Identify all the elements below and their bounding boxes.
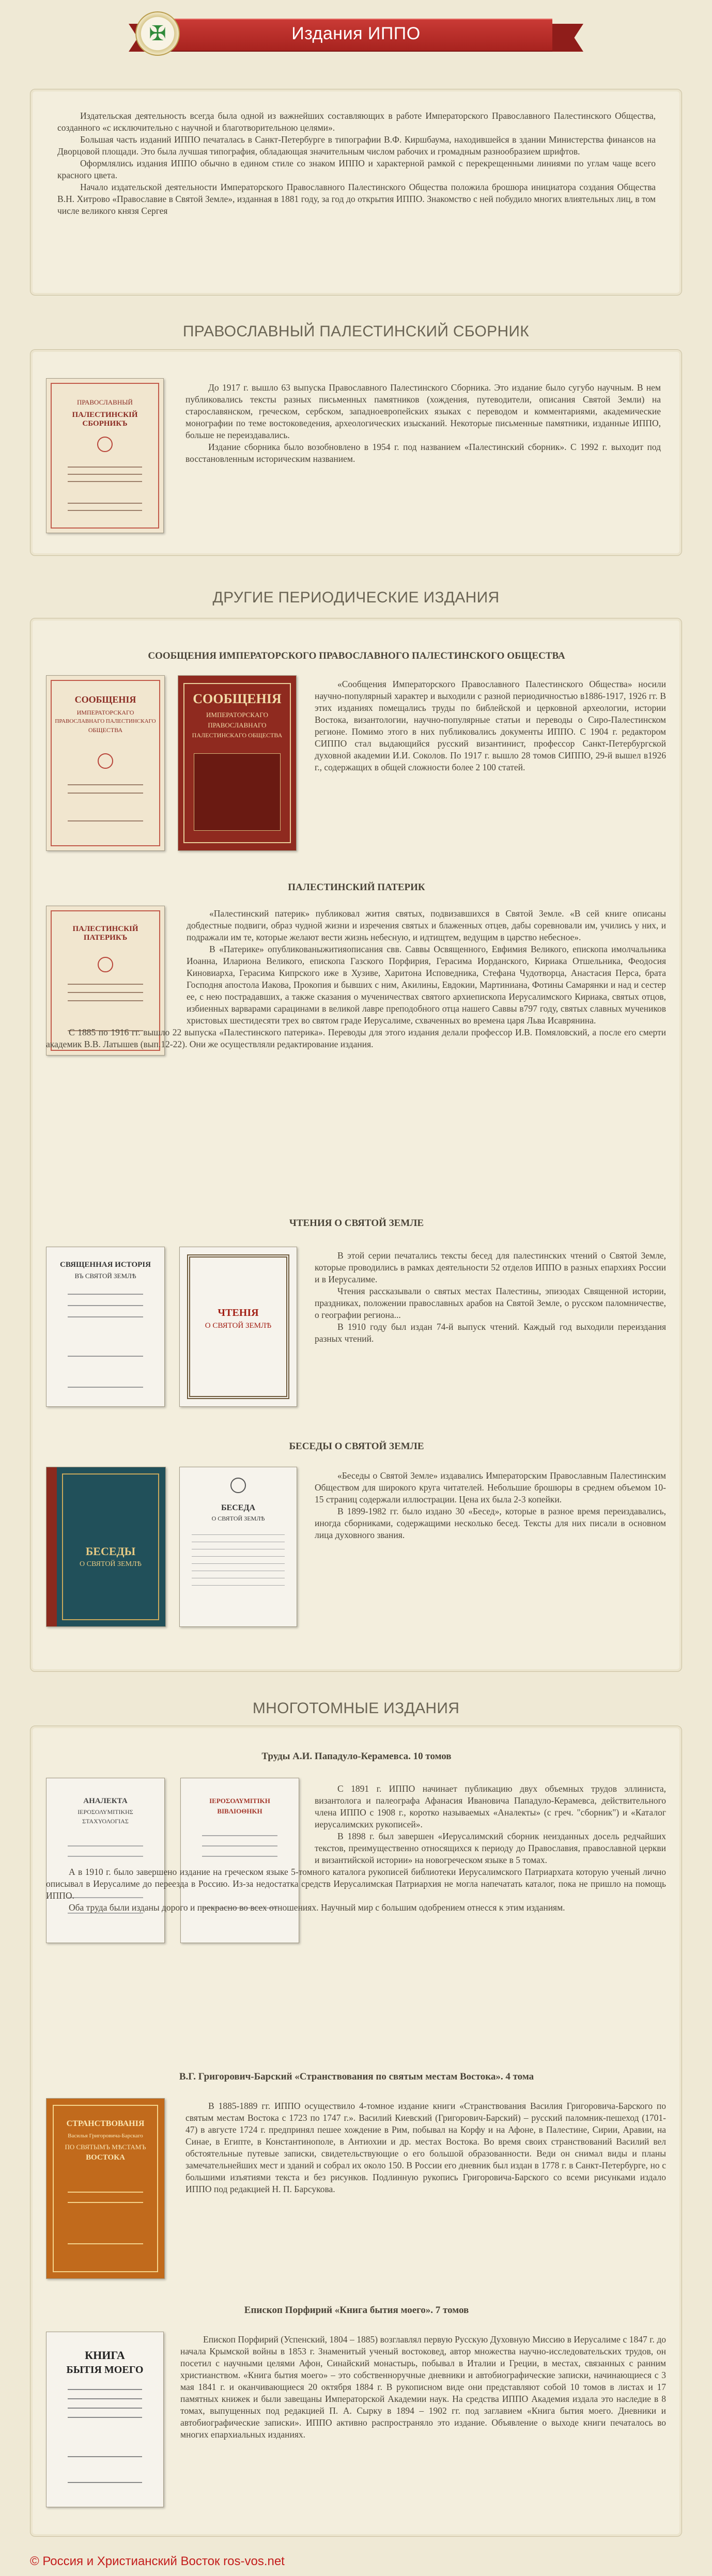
cover-text: СООБЩЕНІЯ (193, 691, 282, 706)
cover-illustration (194, 753, 281, 831)
cover-text: АНАЛЕКТА (83, 1797, 128, 1805)
papadopulo-paragraph: С 1891 г. ИППО начинает публикацию двух объемных трудов эллиниста, византолога и палеографа Афанасия Ивановича Пападуло-Керамевса, действительного члена ИППО с 1908 г., коротко называемых «Аналекты» (с греч. "сборник") и «Каталог иерусалимских рукописей». (315, 1783, 666, 1829)
cover-text: Василья Григоровича-Барскаго (68, 2133, 143, 2139)
cover-text: СТРАНСТВОВАНІЯ (66, 2119, 145, 2128)
cover-text: КНИГА (85, 2349, 125, 2362)
cover-text: ИМПЕРАТОРСКАГО (76, 709, 134, 716)
intro-paragraph: Оформлялись издания ИППО обычно в едином стиле со знаком ИППО и характерной рамкой с перекрещенными линиями по углам чаще всего красного цвета. (57, 158, 656, 180)
paterik-paragraph: «Палестинский патерик» публиковал жития святых, подвизавшихся в Святой Земле. «В сей книге описаны добдестные подвиги, образ чудной жизни и изречения святых и блаженных отцев, дабы соревновали им, учились у них, и подражали им те, которые желают вести жизнь небесную, и идтищтем, ведущим в царство небесное». (187, 908, 666, 942)
intro-paragraph: Большая часть изданий ИППО печаталась в Санкт-Петербурге в типографии В.Ф. Киршбаума, находившейся в здании Министерства финансов на Дворцовой площади. Это была лучшая типография, обладающая значительным числом рабочих и громадным разнообразием шрифтов. (57, 134, 656, 157)
cover-text: ПАЛЕСТИНСКІЙ ПАТЕРИКЪ (72, 925, 138, 942)
cover-text: ПО СВЯТЫМЪ МѢСТАМЪ (65, 2143, 146, 2151)
emblem-cross-icon (135, 11, 180, 56)
multivolume-box (30, 1726, 682, 2537)
intro-box (30, 89, 682, 296)
title-ribbon (129, 19, 583, 52)
papadopulo-paragraph: А в 1910 г. было завершено издание на греческом языке 5-томного каталога рукописей библиотеки Иерусалимского Патриархата которую ученый лично описывал в Иерусалиме до переезда в Россию. Из-за недостатка средств Иерусалимская Патриархия не могла напечатать каталог, пока не пришло на помощь ИППО. (46, 1867, 666, 1901)
cover-text: ПРАВОСЛАВНЫЙ (77, 398, 133, 406)
cover-emblem-icon (98, 753, 113, 769)
sbornik-paragraph: До 1917 г. вышло 63 выпуска Православного Палестинского Сборника. Это издание было сугубо научным. В нем публиковались тексты разных письменных памятников (хождения, путеводители, описания Святой Земли) на старославянском, греческом, сербском, западноевропейских языках с переводом и комментариями, академические монографии по теме востоковедения, археологических изысканий. Некоторые письменные памятники, изданные ИППО, больше не переиздавались. (185, 382, 661, 440)
book-cover-soobshcheniya-2 (178, 675, 297, 851)
cover-text: О СВЯТОЙ ЗЕМЛѢ (205, 1322, 272, 1330)
cover-text: СВЯЩЕННАЯ ИСТОРІЯ (60, 1261, 151, 1269)
cover-text: БЕСЕДЫ (85, 1545, 136, 1558)
book-cover-chteniya-1 (46, 1247, 165, 1407)
cover-text: О СВЯТОЙ ЗЕМЛѢ (80, 1560, 142, 1568)
papadopulo-paragraph: В 1898 г. был завершен «Иерусалимский сборник неизданных досель редчайших текстов, преимущественно относящихся к периоду до Православия, православной церкви и византийской истории» на новогреческом языке в 5 томах. (315, 1831, 666, 1865)
footer-copyright: © Россия и Христианский Восток ros-vos.net (30, 2554, 285, 2568)
cover-text: ПРАВОСЛАВНАГО ПАЛЕСТИНСКАГО (55, 718, 156, 724)
book-cover-porfiry (46, 2332, 164, 2507)
barsky-paragraph: В 1885-1889 гг. ИППО осуществило 4-томное издание книги «Странствования Василия Григоровича-Барского по святым местам Востока с 1723 по 1747 г.». Василий Киевский (Григорович-Барский) – русский паломник-пешеход (1701-47) в августе 1724 г. предпринял пешее хождение в Рим, побывал на Корфу и на Афоне, в Палестине, Сирии, Аравии, на Синае, в Египте, в Константинополе, в Антиохии и др. местах Востока. Во время своих странствований Василий вел обстоятельные путевые записки, свидетельствующие о его большой образованности. Веди он снимал виды и планы замечательнейших мест и зданий и собрал их около 150. В России его дневник был издан в 1778 г. в Санкт-Петербурге, но с большими изъятиями текста и без рисунков. Подлинную рукопись Григоровича-Барского со всеми рисунками издало ИППО под редакцией Н. П. Барсукова. (185, 2101, 666, 2194)
sbornik-paragraph: Издание сборника было возобновлено в 1954 г. под названием «Палестинский сборник». С 1992 г. выходит под восстановленным историческим названием. (185, 442, 661, 464)
cover-text: ВОСТОКА (86, 2153, 125, 2162)
cover-text: ПРАВОСЛАВНАГО (208, 721, 267, 729)
cover-text: ПАЛЕСТИНСКІЙ СБОРНИКЪ (72, 411, 138, 428)
paterik-paragraph: В «Патерике» опубликованыжитияописания свв. Саввы Освященного, Евфимия Великого, епископа имолчальника Иоанна, Илариона Великого, епископа Газского Порфирия, Герасима Иорданского, Кириака Отшельника, Феодосия Киновиарха, Герасима Кипрского иже в Хузиве, Харитона Исповедника, Стефана Чудотворца, Анастасия Перса, брата Господня апостола Иакова, Прокопия и бывших с ним, Акилины, Евдокии, Мартиниана, Фотины Самарянки и над и сестер ее, с нею пострадавших, а также сказания о мученичествах святого архиепископа Иерусалимского Кириака, святых отцов, избиенных варварами сарацинами в великой лавре преподобного отца нашего Саввы в797 году, святых славных мучеников христовых шестидесяти трех во святом граде Иерусалиме, схваченных во времена царя Льва Исаврянина. (187, 944, 666, 1026)
cover-text: БЕСЕДА (221, 1503, 256, 1512)
book-cover-besedy-1 (46, 1467, 166, 1627)
page-title: Издания ИППО (291, 24, 421, 43)
cover-text: ПАЛЕСТИНСКАГО ОБЩЕСТВА (192, 732, 283, 739)
subsection-title-besedy: БЕСЕДЫ О СВЯТОЙ ЗЕМЛЕ (289, 1441, 424, 1452)
cover-text: ΙΕΡΟΣΟΛΥΜΙΤΙΚΗ (209, 1797, 270, 1805)
subsection-title-papadopulo: Труды А.И. Пападуло-Керамевса. 10 томов (261, 1751, 452, 1762)
cover-text: ΙΕΡΟΣΟΛΥΜΙΤΙΚΗΣ (78, 1808, 133, 1815)
porfiry-paragraph: Епископ Порфирий (Успенский, 1804 – 1885) возглавлял первую Русскую Духовную Миссию в Иерусалиме с 1847 г. до начала Крымской войны в 1853 г. Знаменитый ученый востоковед, автор множества научно-исследовательских трудов, он посетил с научными целями Афон, Синайский монастырь, побывал в Италии и Греции, в местах, связанных с ранним христианством. «Книга бытия моего» – это собственноручные дневники и автобиографические записки, начинающиеся с 3 мая 1841 г. и оканчивающиеся 20 октября 1884 г. В рукописном виде они представляют собой 10 томов в листах и 17 памятных книжек и были завещаны Императорской Академии наук. На средства ИППО Академия издала это наследие в 8 томах, выпущенных под редакцией П. А. Сырку в 1894 – 1902 гг. под заглавием «Книга бытия моего. Дневники и автобиографические записки». ИППО активно распространяло это издание. Объявление о выходе книги печаталось во многих епархиальных изданиях. (180, 2334, 666, 2440)
book-cover-chteniya-2 (179, 1247, 297, 1407)
besedy-paragraph: «Беседы о Святой Земле» издавались Императорским Православным Палестинским Обществом для широкого круга читателей. Небольшие брошюры в среднем объемом 10-15 страниц содержали иллюстрации. Цена их была 2-3 копейки. (315, 1470, 666, 1504)
section-title-multivolume: МНОГОТОМНЫЕ ИЗДАНИЯ (252, 1700, 460, 1717)
cover-text: О СВЯТОЙ ЗЕМЛѢ (211, 1515, 265, 1522)
cover-text: ОБЩЕСТВА (88, 726, 123, 734)
subsection-title-paterik: ПАЛЕСТИНСКИЙ ПАТЕРИК (288, 882, 425, 893)
soobshcheniya-paragraph: «Сообщения Императорского Православного Палестинского Общества» носили научно-популярный характер и выходили с разной периодичностью в1886-1917, 1926 гг. В этих изданиях помещались труды по библейской и церковной археологии, истории Востока, византологии, научно-популярные статьи и переводы о Сиро-Палестинском регионе. Помимо этого в них публиковались документы ИППО. С 1904 г. редактором СИППО стал выдающийся русский византинист, профессор Санкт-Петербургской духовной академии И.И. Соколов. По 1917 г. вышло 28 томов СИППО, 29-й вышел в1926 г., содержащих в общей сложности более 2 100 статей. (315, 679, 666, 772)
cover-emblem-icon (230, 1478, 246, 1493)
cross-icon: ✠ (149, 22, 166, 45)
subsection-title-barsky: В.Г. Григорович-Барский «Странствования по святым местам Востока». 4 тома (179, 2071, 534, 2082)
header-banner (0, 11, 712, 56)
book-cover-besedy-2 (179, 1467, 297, 1627)
chteniya-paragraph: Чтения рассказывали о святых местах Палестины, эпизодах Священной истории, праздниках, положении православных арабов на Святой Земле, о русском паломничестве, о географии региона... (315, 1286, 666, 1320)
cover-text: ΒΙΒΛΙΟΘΗΚΗ (217, 1807, 262, 1815)
book-cover-sbornik (46, 378, 164, 533)
periodicals-box (30, 618, 682, 1672)
subsection-title-soobshcheniya: СООБЩЕНИЯ ИМПЕРАТОРСКОГО ПРАВОСЛАВНОГО ПАЛЕСТИНСКОГО ОБЩЕСТВА (148, 650, 565, 661)
cover-text: БЫТІЯ МОЕГО (66, 2364, 144, 2376)
cover-text: ΣΤΑΧΥΟΛΟΓΙΑΣ (82, 1818, 129, 1825)
book-cover-soobshcheniya-1 (46, 675, 165, 851)
cover-text: ИМПЕРАТОРСКАГО (206, 711, 268, 719)
chteniya-paragraph: В этой серии печатались тексты бесед для палестинских чтений о Святой Земле, которые проводились в рамках деятельности 52 отделов ИППО в разных епархиях России и в Иерусалиме. (315, 1250, 666, 1284)
section-title-periodicals: ДРУГИЕ ПЕРИОДИЧЕСКИЕ ИЗДАНИЯ (212, 589, 500, 606)
paterik-paragraph: С 1885 по 1916 гг. вышло 22 выпуска «Палестинского патерика». Переводы для этого издания делали профессор И.В. Помяловский, а после его смерти академик В.В. Латышев (вып.12-22). Они же осуществляли редактирование издания. (46, 1027, 666, 1049)
intro-paragraph: Издательская деятельность всегда была одной из важнейших составляющих в работе Императорского Православного Палестинского Общества, созданного «с исключительно с научной и благотворительною целями». (57, 111, 656, 133)
intro-paragraph: Начало издательской деятельности Императорского Православного Палестинского Общества положила брошюра инициатора создания Общества В.Н. Хитрово «Православие в Святой Земле», изданная в 1881 году, за год до открытия ИППО. Знакомство с ней побудило многих влиятельных лиц, в том числе великого князя Сергея (57, 182, 656, 216)
cover-text: ЧТЕНІЯ (218, 1307, 259, 1318)
papadopulo-paragraph: Оба труда были изданы дорого и прекрасно во всех отношениях. Научный мир с большим одобрением отнесся к этим изданиям. (69, 1902, 565, 1913)
cover-text: СООБЩЕНІЯ (74, 694, 136, 705)
section-title-sbornik: ПРАВОСЛАВНЫЙ ПАЛЕСТИНСКИЙ СБОРНИК (182, 323, 530, 340)
cover-text: ВЪ СВЯТОЙ ЗЕМЛѢ (74, 1272, 136, 1280)
subsection-title-chteniya: ЧТЕНИЯ О СВЯТОЙ ЗЕМЛЕ (289, 1218, 424, 1229)
book-cover-barsky (46, 2098, 165, 2279)
besedy-paragraph: В 1899-1982 гг. было издано 30 «Бесед», которые в разное время переиздавались, иногда сборниками, содержащими несколько бесед. Тексты для них писали в основном лица духовного звания. (315, 1506, 666, 1540)
subsection-title-porfiry: Епископ Порфирий «Книга бытия моего». 7 томов (244, 2305, 469, 2316)
chteniya-paragraph: В 1910 году был издан 74-й выпуск чтений. Каждый год выходили переиздания разных чтений. (315, 1322, 666, 1344)
sbornik-box (30, 349, 682, 556)
cover-emblem-icon (97, 437, 113, 452)
